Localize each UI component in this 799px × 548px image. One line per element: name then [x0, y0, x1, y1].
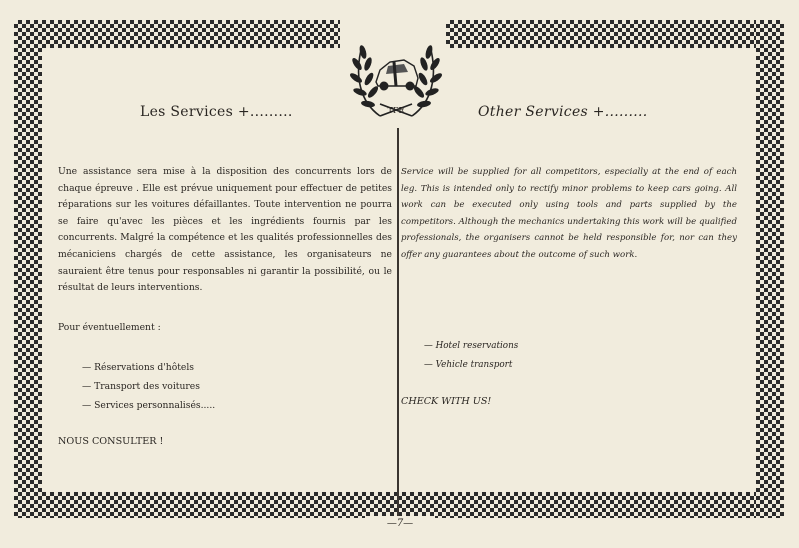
- checkered-border-top-right: [446, 20, 784, 48]
- services-heading-en: Other Services +.........: [478, 104, 648, 120]
- list-item: — Hotel reservations: [424, 341, 519, 351]
- checkered-border-right: [756, 20, 784, 518]
- checkered-border-bottom: [14, 492, 784, 518]
- services-paragraph-en: Service will be supplied for all competitors, especially at the end of each leg. This is intended only to rectify minor problems to keep cars going. All work can be executed only using tools and parts supplied by the competitors. Although the mechanics undertaking this work will be qualified professionals, the organisers cannot be held responsible for, nor can they offer any guarantees about the outcome of such work.: [401, 167, 737, 260]
- checkered-border-top-left: [14, 20, 340, 48]
- checkered-border-left: [14, 20, 42, 518]
- contact-cta-fr: NOUS CONSULTER !: [58, 436, 164, 447]
- laurel-wreath-race-car-icon: [346, 24, 446, 126]
- list-item: — Réservations d'hôtels: [82, 362, 195, 373]
- list-item: — Transport des voitures: [82, 381, 200, 392]
- column-divider: [397, 128, 399, 520]
- list-item: — Vehicle transport: [424, 360, 513, 370]
- options-list-en: [424, 337, 518, 375]
- options-intro-fr: Pour éventuellement :: [58, 322, 161, 333]
- services-heading-fr: Les Services +.........: [140, 104, 293, 120]
- list-item: — Services personnalisés.....: [82, 400, 216, 411]
- services-paragraph-fr: Une assistance sera mise à la disposition des concurrents lors de chaque épreuve . Elle est prévue uniquement pour effectuer de petites réparations sur les voitures défaillantes. Toute intervention ne pourra se faire qu'avec les pièces et les ingrédients fournis par les concurrents. Malgré la compétence et les qualités professionnelles des mécaniciens chargés de cette assistance, les organisateurs ne sauraient être tenus pour responsables ni garantir la possibilité, ou le résultat de leurs interventions.: [58, 166, 392, 294]
- emblem-label: TFR: [387, 106, 405, 115]
- contact-cta-en: CHECK WITH US!: [401, 396, 492, 407]
- page-number: —7—: [365, 516, 435, 532]
- options-list-fr: [82, 358, 215, 415]
